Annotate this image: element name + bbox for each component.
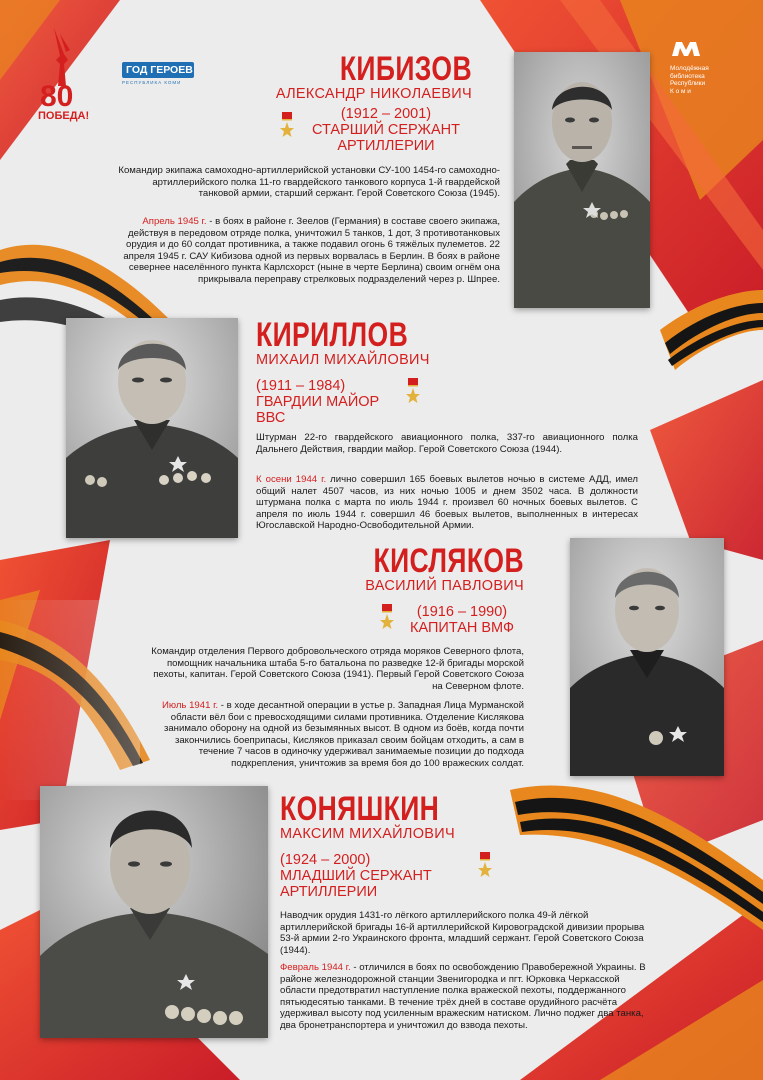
- hero-konyashkin: [280, 792, 520, 843]
- hero-surname: КОНЯШКИН: [280, 790, 440, 828]
- hero-rank-line-1: КАПИТАН ВМФ: [410, 620, 514, 636]
- hero-years: (1912 – 2001): [340, 106, 432, 122]
- hero-photo-kislyakov: [570, 538, 724, 776]
- year-of-heroes-title: ГОД ГЕРОЕВ: [122, 62, 194, 78]
- library-m-icon: [670, 40, 702, 58]
- hero-bio: Командир экипажа самоходно-артиллерийской установки СУ-100 1454-го самоходно-артиллерийского полка 11-го гвардейского танкового корпуса 1-й гвардейской танковой армии, старший сержант. Герой Советского Союза (1945).: [118, 165, 500, 200]
- hero-rank-line-2: АРТИЛЛЕРИИ: [337, 138, 435, 154]
- hero-rank-line-2: ВВС: [256, 410, 286, 426]
- hero-years: (1916 – 1990): [416, 604, 508, 620]
- hero-rank-line-1: ГВАРДИИ МАЙОР: [256, 394, 380, 410]
- hero-years: (1924 – 2000): [280, 852, 371, 868]
- hero-feat-text: - в боях в районе г. Зеелов (Германия) в составе своего экипажа, действуя в передовом отряде полка, уничтожил 5 танков, 1 дот, 3 противотанковых орудия и до 60 солдат противника, а также подавил огонь 6 тяжёлых пулеметов. 22 апреля 1945 г. САУ Кибизова одной из первых ворвалась в Берлин. В боях в районе севернее населённого пункта Карлсхорст (ныне в черте Берлина) своим огнём она прикрывала переправу стрелковых подразделений через р. Шпрее.: [123, 216, 500, 285]
- hero-star-medal-icon: [478, 852, 492, 880]
- library-logo: [670, 40, 740, 100]
- hero-feat-text: - в ходе десантной операции в устье р. Западная Лица Мурманской области вёл бои с превосходящими силами противника. Отделение Кислякова занимало оборону на одной из безымянных высот. В одном из боёв, когда почти закончились боеприпасы, Кисляков приказал своим бойцам отходить, а сам в течение 7 часов в одиночку удерживал занимаемые позиции до подхода подкрепления, уничтожив за время боя до 100 вражеских солдат.: [163, 700, 524, 769]
- victory-word: ПОБЕДА!: [38, 110, 90, 122]
- hero-bio: Наводчик орудия 1431-го лёгкого артиллерийского полка 49-й лёгкой артиллерийской бригады 16-й артиллерийской Кировоградской дивизии прорыва 53-й армии 2-го Украинского фронта, младший сержант. Герой Советского Союза (1944).: [280, 910, 645, 956]
- year-of-heroes-subtitle: РЕСПУБЛИКА КОМИ: [122, 80, 182, 85]
- hero-feat-text: лично совершил 165 боевых вылетов ночью в системе АДД, имел общий налет 4507 часов, из них ночью 1005 и днем 3502 часа. В должности штурмана полка с марта по июль 1944 г. произвел 60 ночных боевых вылетов. С апреля по июль 1944 г. совершил 46 боевых вылетов, выполненных в интересах Югославской Народно-Освободительной Армии.: [256, 474, 639, 532]
- hero-feat-date: Февраль 1944 г.: [280, 962, 351, 973]
- hero-feat-date: Июль 1941 г.: [161, 700, 219, 711]
- hero-feat-text: - отличился в боях по освобождению Правобережной Украины. В районе железнодорожной станции Звенигородка и пгт. Юрковка Черкасской области предотвратил наступление полка вражеской пехоты, поддержанного пятьюдесятью танками. В течение трёх дней в составе орудийного расчёта удерживал высоту под усиленным вражеским натиском. Лично поджег два танка, два бронетранспортера и уничтожил до взвода пехоты.: [280, 962, 646, 1031]
- victory-number: 80: [40, 80, 74, 113]
- hero-photo-kirillov: [66, 318, 238, 538]
- hero-given-name: ВАСИЛИЙ ПАВЛОВИЧ: [365, 578, 524, 594]
- hero-kislyakov: [270, 544, 524, 595]
- hero-photo-kibizov: [514, 52, 650, 308]
- hero-kibizov: [250, 52, 472, 103]
- hero-star-medal-icon: [380, 604, 394, 632]
- hero-surname: КИБИЗОВ: [339, 50, 472, 88]
- victory-80-logo: [36, 26, 96, 126]
- hero-rank-line-2: АРТИЛЛЕРИИ: [280, 884, 378, 900]
- hero-feat-date: Апрель 1945 г.: [142, 216, 207, 227]
- hero-kirillov: [256, 318, 516, 369]
- hero-feat: [116, 216, 500, 286]
- library-line-1: Молодёжная: [670, 65, 709, 72]
- hero-photo-konyashkin: [40, 786, 268, 1038]
- library-line-3: Республики: [670, 80, 706, 87]
- hero-surname: КИРИЛЛОВ: [256, 316, 409, 354]
- ribbon-left-middle: [0, 600, 150, 800]
- hero-star-medal-icon: [280, 112, 294, 140]
- hero-rank-line-1: МЛАДШИЙ СЕРЖАНТ: [280, 868, 432, 884]
- hero-given-name: АЛЕКСАНДР НИКОЛАЕВИЧ: [275, 86, 472, 102]
- library-line-2: библиотека: [670, 72, 705, 80]
- hero-given-name: МАКСИМ МИХАЙЛОВИЧ: [280, 826, 455, 842]
- hero-feat: [150, 700, 524, 770]
- library-line-4: К о м и: [670, 87, 691, 95]
- year-of-heroes-logo: [122, 62, 194, 90]
- hero-given-name: МИХАИЛ МИХАЙЛОВИЧ: [256, 352, 430, 368]
- hero-feat-date: К осени 1944 г.: [256, 474, 327, 485]
- hero-surname: КИСЛЯКОВ: [373, 542, 524, 580]
- hero-years: (1911 – 1984): [256, 378, 346, 394]
- hero-feat: [256, 474, 638, 532]
- library-name: [670, 65, 740, 95]
- hero-rank-line-1: СТАРШИЙ СЕРЖАНТ: [312, 122, 460, 138]
- hero-bio: Штурман 22-го гвардейского авиационного полка, 337-го авиационного полка Дальнего Действия, гвардии майор. Герой Советского Союза (1944).: [256, 432, 638, 455]
- hero-bio: Командир отделения Первого добровольческого отряда моряков Северного флота, помощник начальника штаба 5-го батальона по разведке 12-й бригады морской пехоты, капитан. Герой Советского Союза (1941). Первый Герой Советского Союза на Северном флоте.: [151, 646, 524, 692]
- hero-feat: [280, 962, 646, 1032]
- hero-star-medal-icon: [406, 378, 420, 406]
